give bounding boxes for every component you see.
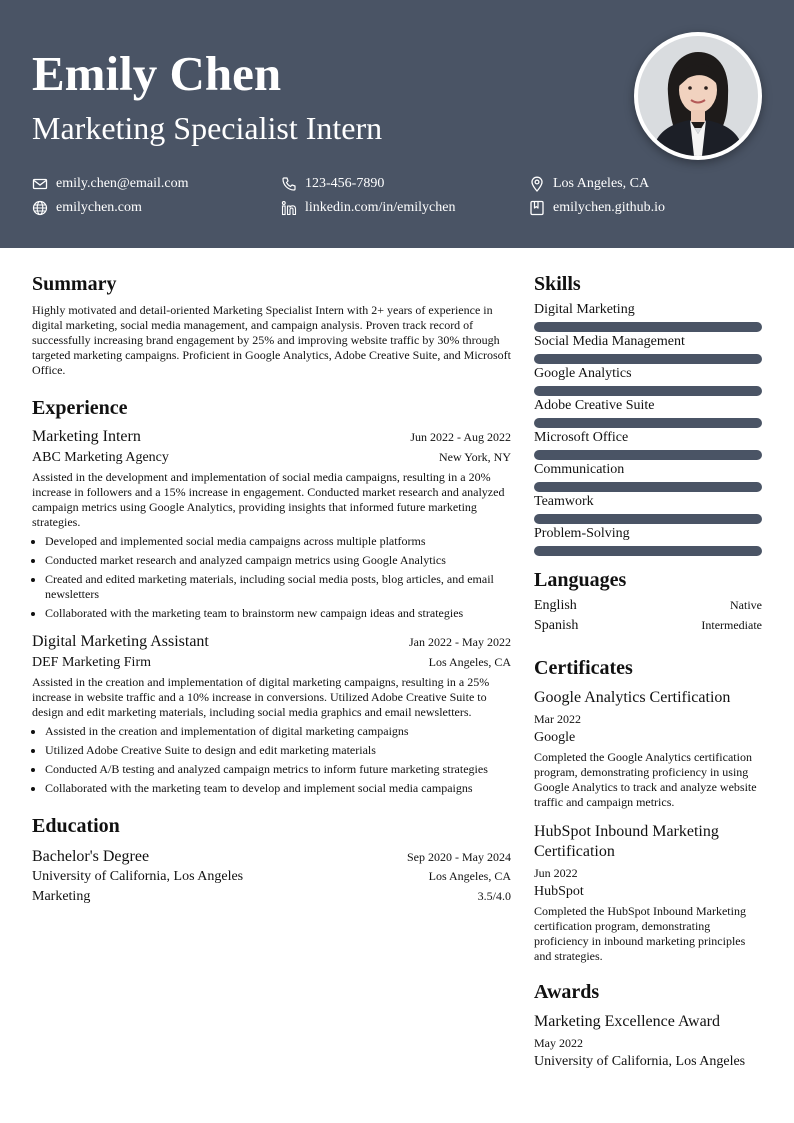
website-text: emilychen.com — [56, 200, 142, 215]
linkedin-icon — [281, 200, 297, 216]
job-bullet: • Conducted A/B testing and analyzed campaign metrics to inform future marketing strategies — [45, 762, 511, 777]
experience-section — [32, 394, 511, 796]
contact-github[interactable] — [529, 196, 665, 220]
award-date: May 2022 — [534, 1036, 583, 1050]
award-title: Marketing Excellence Award — [534, 1013, 721, 1030]
bookmark-page-icon — [529, 200, 545, 216]
skill-name: Teamwork — [534, 494, 594, 509]
skill-item — [534, 492, 762, 522]
job-title: Marketing Intern — [32, 428, 141, 445]
certificate-date: Jun 2022 — [534, 866, 578, 880]
skill-level-bar — [534, 354, 762, 364]
job-bullets — [32, 534, 511, 621]
language-item — [534, 618, 762, 638]
experience-heading: Experience — [32, 397, 128, 419]
languages-heading: Languages — [534, 569, 627, 591]
job-bullet: • Developed and implemented social media campaigns across multiple platforms — [45, 534, 511, 549]
skill-name: Problem-Solving — [534, 526, 630, 541]
contact-linkedin[interactable] — [281, 196, 455, 220]
job-location: Los Angeles, CA — [428, 655, 511, 669]
certificate-title: HubSpot Inbound Marketing Certification — [534, 823, 719, 860]
certificate-title: Google Analytics Certification — [534, 689, 731, 706]
job-bullets — [32, 724, 511, 796]
job-entry — [32, 426, 511, 621]
award-issuer: University of California, Los Angeles — [534, 1054, 746, 1069]
skill-item — [534, 396, 762, 426]
skills-section — [534, 270, 762, 554]
skill-level-bar — [534, 482, 762, 492]
job-bullet: • Assisted in the creation and implementation of digital marketing campaigns — [45, 724, 511, 739]
github-text: emilychen.github.io — [553, 200, 665, 215]
language-level: Native — [730, 598, 762, 612]
language-item — [534, 598, 762, 618]
languages-section — [534, 566, 762, 638]
certificate-entry — [534, 822, 762, 964]
job-title: Digital Marketing Assistant — [32, 633, 209, 650]
summary-heading: Summary — [32, 273, 117, 295]
skills-heading: Skills — [534, 273, 581, 295]
job-bullet: • Collaborated with the marketing team to develop and implement social media campaigns — [45, 781, 511, 796]
job-dates: Jun 2022 - Aug 2022 — [410, 430, 511, 444]
skill-level-bar — [534, 418, 762, 428]
skill-name: Microsoft Office — [534, 430, 629, 445]
summary-section — [32, 270, 511, 378]
skill-item — [534, 460, 762, 490]
skill-item — [534, 332, 762, 362]
awards-heading: Awards — [534, 981, 600, 1003]
field-of-study: Marketing — [32, 889, 91, 904]
job-bullet: • Utilized Adobe Creative Suite to design and edit marketing materials — [45, 743, 511, 758]
certificates-heading: Certificates — [534, 657, 633, 679]
job-company: DEF Marketing Firm — [32, 655, 151, 670]
header-band — [0, 0, 794, 248]
education-dates: Sep 2020 - May 2024 — [407, 850, 511, 864]
skill-name: Google Analytics — [534, 366, 632, 381]
award-entry — [534, 1012, 762, 1072]
education-section — [32, 812, 511, 907]
skill-name: Communication — [534, 462, 625, 477]
side-column — [534, 270, 762, 1072]
education-heading: Education — [32, 815, 120, 837]
phone-text: 123-456-7890 — [305, 176, 385, 191]
skills-list — [534, 300, 762, 554]
skill-name: Social Media Management — [534, 334, 685, 349]
awards-section — [534, 978, 762, 1072]
certificate-entry — [534, 688, 762, 810]
skill-item — [534, 524, 762, 554]
job-description: Assisted in the creation and implementation of digital marketing campaigns, resulting in a 25% increase in website traffic and a 10% increase in conversions. Utilized Adobe Creative Suite to design and edit marketing materials, including social media graphics and email newsletters. — [32, 675, 490, 719]
contact-website[interactable] — [32, 196, 142, 220]
language-name: Spanish — [534, 618, 579, 633]
globe-icon — [32, 200, 48, 216]
job-description: Assisted in the development and implementation of social media campaigns, resulting in a 20% increase in followers and a 15% increase in engagement. Conducted market research and analyzed campaign metrics using Google Analytics, providing insights that informed future marketing strategies. — [32, 470, 505, 529]
job-bullet: • Collaborated with the marketing team to brainstorm new campaign ideas and strategies — [45, 606, 511, 621]
skill-item — [534, 428, 762, 458]
job-company: ABC Marketing Agency — [32, 450, 169, 465]
language-level: Intermediate — [701, 618, 762, 632]
certificate-issuer: Google — [534, 730, 576, 745]
summary-text: Highly motivated and detail-oriented Marketing Specialist Intern with 2+ years of experience in digital marketing, social media management, and campaign analysis. Proven track record of successfully increasing brand engagement by 25% and improving website traffic by 30% through targeted marketing campaigns. Proficient in Google Analytics, Adobe Creative Suite, and Microsoft Office. — [32, 303, 511, 377]
certificate-description: Completed the Google Analytics certification program, demonstrating proficiency in using Google Analytics to track and analyze website traffic and campaign metrics. — [534, 750, 757, 809]
job-bullet: • Conducted market research and analyzed campaign metrics using Google Analytics — [45, 553, 511, 568]
email-text: emily.chen@email.com — [56, 176, 189, 191]
job-location: New York, NY — [438, 450, 511, 464]
candidate-name: Emily Chen — [32, 46, 282, 101]
skill-level-bar — [534, 386, 762, 396]
skill-level-bar — [534, 450, 762, 460]
skill-name: Digital Marketing — [534, 302, 635, 317]
mail-icon — [32, 176, 48, 192]
profile-photo — [634, 32, 762, 160]
location-text: Los Angeles, CA — [553, 176, 650, 191]
skill-item — [534, 300, 762, 330]
language-name: English — [534, 598, 577, 613]
main-column — [32, 270, 511, 907]
candidate-title: Marketing Specialist Intern — [32, 110, 383, 146]
job-entry — [32, 631, 511, 796]
phone-icon — [281, 176, 297, 192]
linkedin-text: linkedin.com/in/emilychen — [305, 200, 456, 215]
skill-name: Adobe Creative Suite — [534, 398, 655, 413]
school-location: Los Angeles, CA — [428, 869, 511, 883]
contact-email[interactable] — [32, 172, 189, 196]
map-pin-icon — [529, 176, 545, 192]
certificate-date: Mar 2022 — [534, 712, 581, 726]
job-bullet: • Created and edited marketing materials, including social media posts, blog articles, and email newsletters — [45, 572, 511, 602]
skill-item — [534, 364, 762, 394]
portrait-image — [638, 36, 758, 156]
skill-level-bar — [534, 514, 762, 524]
certificates-section — [534, 654, 762, 964]
certificate-issuer: HubSpot — [534, 884, 584, 899]
school-name: University of California, Los Angeles — [32, 869, 244, 884]
skill-level-bar — [534, 322, 762, 332]
certificate-description: Completed the HubSpot Inbound Marketing certification program, demonstrating proficiency in inbound marketing principles and strategies. — [534, 904, 746, 963]
contact-phone[interactable] — [281, 172, 384, 196]
job-dates: Jan 2022 - May 2022 — [409, 635, 511, 649]
degree: Bachelor's Degree — [32, 848, 150, 865]
gpa: 3.5/4.0 — [477, 889, 511, 903]
skill-level-bar — [534, 546, 762, 556]
contact-location — [529, 172, 649, 196]
